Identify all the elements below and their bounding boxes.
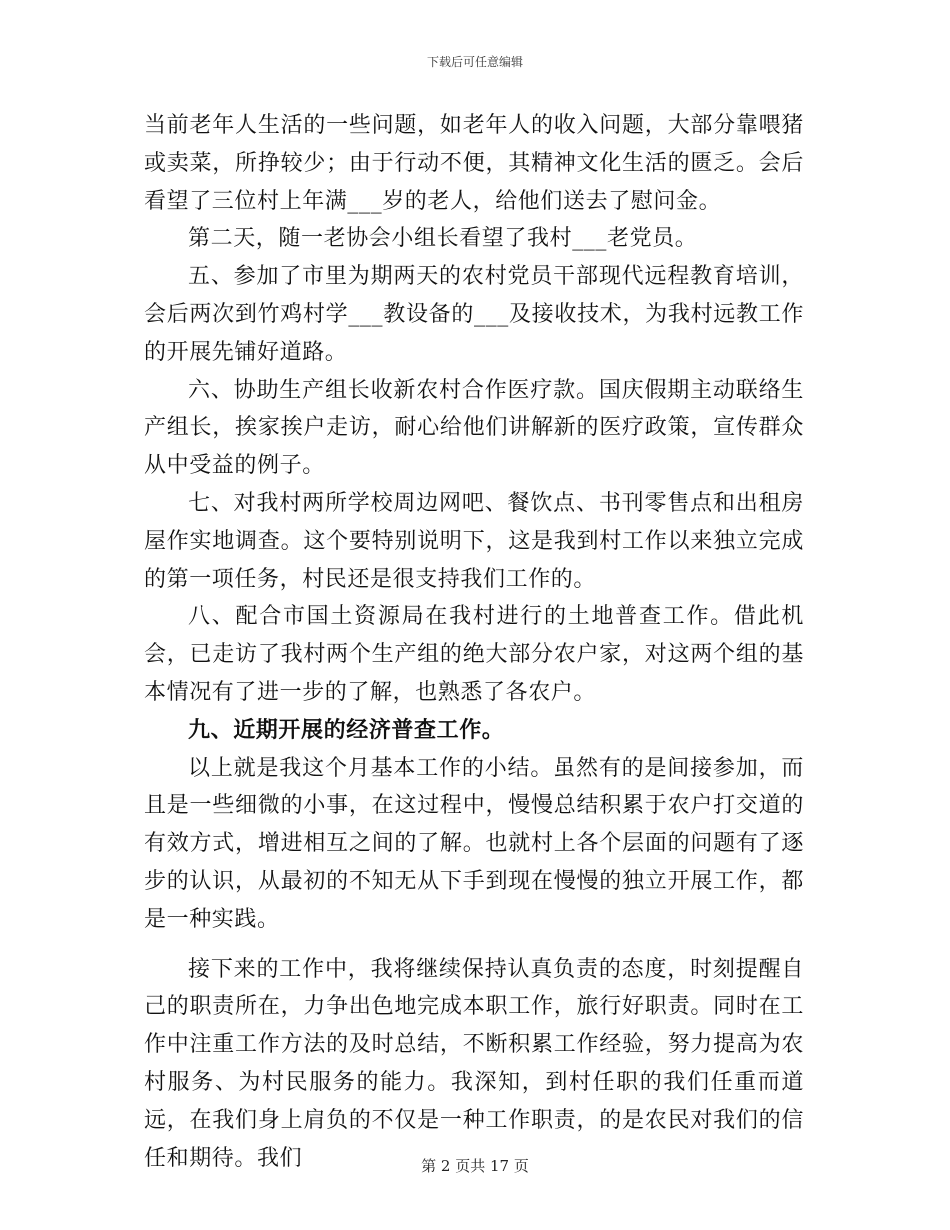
document-body — [144, 107, 804, 1177]
paragraph-continuation: 当前老年人生活的一些问题，如老年人的收入问题，大部分靠喂猪或卖菜，所挣较少；由于行动不便，其精神文化生活的匮乏。会后看望了三位村上年满___岁的老人，给他们送去了慰问金。 — [144, 113, 804, 214]
paragraph-summary: 以上就是我这个月基本工作的小结。虽然有的是间接参加，而且是一些细微的小事，在这过程中，慢慢总结积累于农户打交道的有效方式，增进相互之间的了解。也就村上各个层面的问题有了逐步的认识，从最初的不知无从下手到现在慢慢的独立开展工作，都是一种实践。 — [144, 755, 804, 932]
paragraph-item-7: 七、对我村两所学校周边网吧、餐饮点、书刊零售点和出租房屋作实地调查。这个要特别说明下，这是我到村工作以来独立完成的第一项任务，村民还是很支持我们工作的。 — [144, 490, 804, 592]
paragraph-item-9-heading: 九、近期开展的经济普查工作。 — [188, 716, 505, 743]
paragraph-next-steps: 接下来的工作中，我将继续保持认真负责的态度，时刻提醒自己的职责所在，力争出色地完成本职工作，旅行好职责。同时在工作中注重工作方法的及时总结，不断积累工作经验，努力提高为农村服务、为村民服务的能力。我深知，到村任职的我们任重而道远，在我们身上肩负的不仅是一种工作职责，的是农民对我们的信任和期待。我们 — [144, 956, 804, 1171]
page-header: 下载后可任意编辑 — [426, 55, 523, 69]
paragraph-item-6: 六、协助生产组长收新农村合作医疗款。国庆假期主动联络生产组长，挨家挨户走访，耐心给他们讲解新的医疗政策，宣传群众从中受益的例子。 — [144, 377, 804, 479]
paragraph-second-day: 第二天，随一老协会小组长看望了我村___老党员。 — [188, 226, 698, 252]
page-footer: 第 2 页共 17 页 — [421, 1157, 529, 1175]
paragraph-item-8: 八、配合市国土资源局在我村进行的土地普查工作。借此机会，已走访了我村两个生产组的绝大部分农户家，对这两个组的基本情况有了进一步的了解，也熟悉了各农户。 — [144, 604, 804, 705]
paragraph-item-5: 五、参加了市里为期两天的农村党员干部现代远程教育培训，会后两次到竹鸡村学___教设备的___及接收技术，为我村远教工作的开展先铺好道路。 — [144, 264, 804, 365]
